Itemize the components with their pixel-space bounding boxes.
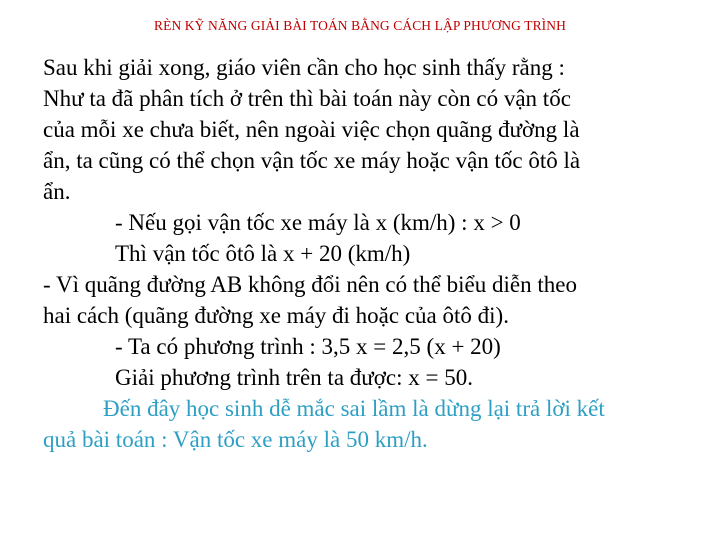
body-line-13: quả bài toán : Vận tốc xe máy là 50 km/h. [43,427,428,452]
body-line-6: - Nếu gọi vận tốc xe máy là x (km/h) : x > 0 [115,210,521,235]
slide-title: RÈN KỸ NĂNG GIẢI BÀI TOÁN BẰNG CÁCH LẬP PHƯƠNG TRÌNH [154,18,566,33]
body-line-1: Sau khi giải xong, giáo viên cần cho học sinh thấy rằng : [43,55,565,80]
body-line-10: - Ta có phương trình : 3,5 x = 2,5 (x + 20) [115,334,501,359]
body-line-3: của mỗi xe chưa biết, nên ngoài việc chọn quãng đường là [43,117,580,142]
body-line-7: Thì vận tốc ôtô là x + 20 (km/h) [115,241,411,266]
body-line-11: Giải phương trình trên ta được: x = 50. [115,365,473,390]
body-line-2: Như ta đã phân tích ở trên thì bài toán này còn có vận tốc [43,86,571,111]
body-line-8: - Vì quãng đường AB không đổi nên có thể biểu diễn theo [43,272,577,297]
slide-body [43,52,705,455]
body-line-5: ẩn. [43,179,71,204]
body-line-9: hai cách (quãng đường xe máy đi hoặc của ôtô đi). [43,303,509,328]
body-line-12: Đến đây học sinh dễ mắc sai lầm là dừng lại trả lời kết [103,396,605,421]
body-line-4: ẩn, ta cũng có thể chọn vận tốc xe máy hoặc vận tốc ôtô là [43,148,581,173]
